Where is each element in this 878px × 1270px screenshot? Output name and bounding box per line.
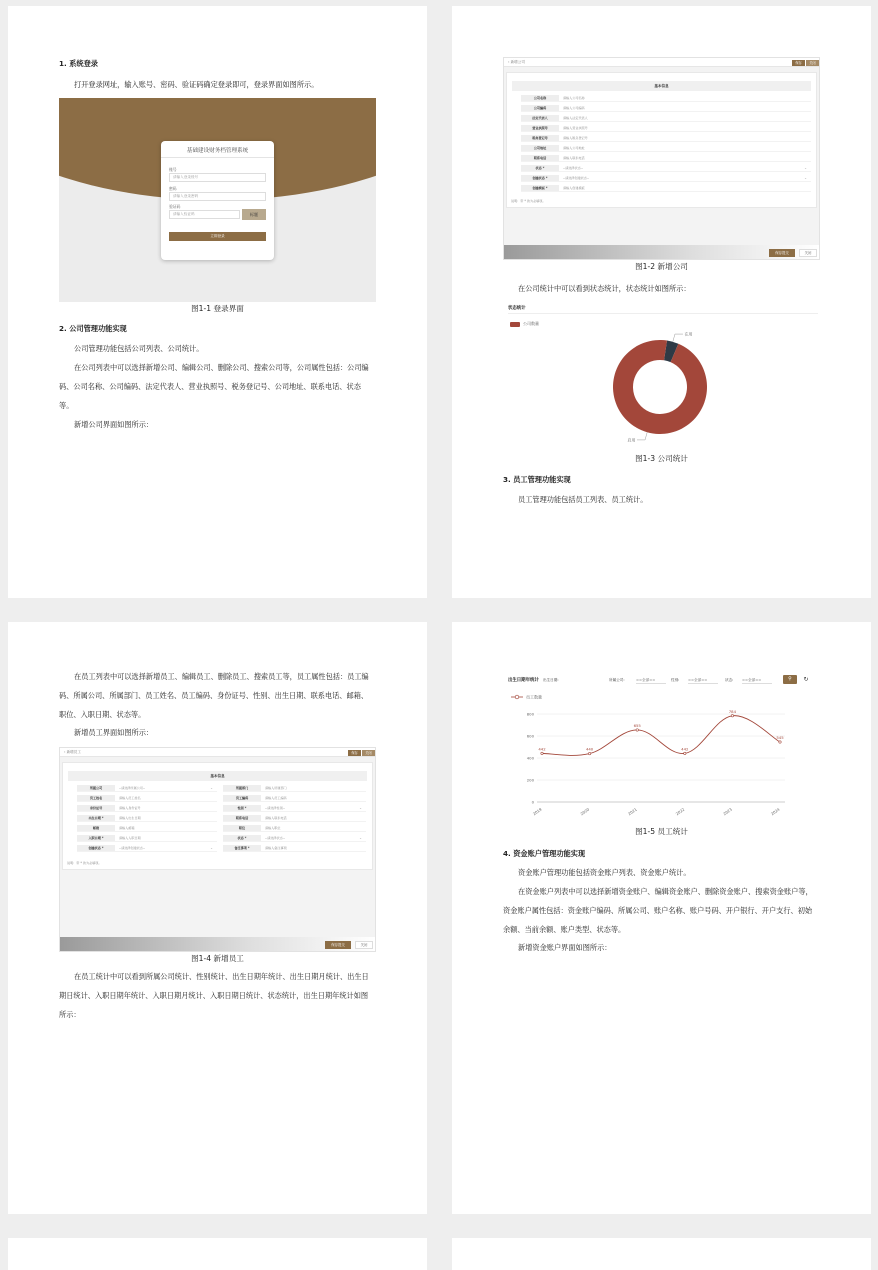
paragraph: 新增员工界面如图所示： xyxy=(74,728,154,737)
form-row xyxy=(521,104,811,112)
section-heading-employee: 3. 员工管理功能实现 xyxy=(503,475,571,484)
field-label: 创建状态 * xyxy=(77,845,115,851)
field-input[interactable]: 请输入联系电话 xyxy=(563,156,585,160)
data-point[interactable] xyxy=(541,752,543,754)
chevron-down-icon[interactable]: ⌄ xyxy=(804,166,807,170)
back-icon[interactable]: ‹ xyxy=(64,750,67,754)
field-label: 备注事项 * xyxy=(223,845,261,851)
form-note: 说明：带 * 的为必填项。 xyxy=(67,861,102,865)
data-label: 442 xyxy=(681,746,689,752)
chart-title: 状态统计 xyxy=(508,306,526,311)
form-row xyxy=(223,814,366,822)
y-tick-label: 800 xyxy=(526,711,534,717)
submit-button[interactable]: 保存提交 xyxy=(769,249,795,257)
field-label: 营业执照号 xyxy=(521,125,559,131)
close-button[interactable]: 关闭 xyxy=(799,249,817,257)
field-label: 邮箱 xyxy=(77,825,115,831)
form-row xyxy=(223,794,366,802)
field-input[interactable]: 请输入联系电话 xyxy=(265,816,287,820)
document-page-4 xyxy=(452,622,871,1214)
birth-year-line-chart xyxy=(503,672,820,822)
login-screenshot xyxy=(59,98,376,302)
field-label: 出生日期 * xyxy=(77,815,115,821)
field-label: 税务登记号 xyxy=(521,135,559,141)
login-title: 基础建设财务档管理系统 xyxy=(186,148,249,154)
form-section-title: 基本信息 xyxy=(68,771,367,781)
field-label: 公司名称 xyxy=(521,95,559,101)
field-label: 联系电话 xyxy=(521,155,559,161)
data-label: 440 xyxy=(585,746,594,752)
login-card xyxy=(161,141,274,260)
field-input[interactable]: 请输入出生日期 xyxy=(119,816,141,820)
back-icon[interactable]: ‹ xyxy=(508,60,511,64)
field-input[interactable]: --请选择状态-- xyxy=(265,836,285,840)
chevron-down-icon[interactable]: ⌄ xyxy=(804,176,807,180)
field-label: 性别 * xyxy=(223,805,261,811)
filter-company-label: 所属公司: xyxy=(609,677,625,682)
paragraph: 新增资金账户界面如图所示： xyxy=(518,943,612,952)
data-point[interactable] xyxy=(684,752,686,754)
legend-marker xyxy=(515,695,519,699)
label-leader-line xyxy=(673,334,683,342)
password-input[interactable]: 请输入登录密码 xyxy=(169,192,266,201)
field-label: 状态 * xyxy=(223,835,261,841)
field-input[interactable]: 请输入所属部门 xyxy=(265,786,287,790)
top-save-button[interactable]: 保存 xyxy=(348,750,361,756)
legend-label[interactable]: 员工数量 xyxy=(526,694,542,700)
paragraph: 在资金账户列表中可以选择新增资金账户、编辑资金账户、删除资金账户、搜索资金账户等，资金账户属性包括：资金账户编码、所属公司、账户名称、账户号码、开户银行、开户支行、初始余额、当前余额、账户类型、状态等。 xyxy=(503,887,813,934)
slice-label: 在用 xyxy=(684,331,693,337)
field-label: 公司地址 xyxy=(521,145,559,151)
field-label: 身份证号 xyxy=(77,805,115,811)
divider xyxy=(161,157,274,158)
donut-slice[interactable] xyxy=(613,340,707,434)
donut-svg xyxy=(503,302,820,452)
form-row xyxy=(521,184,811,192)
form-note: 说明：带 * 的为必填项。 xyxy=(511,199,546,203)
login-button[interactable]: 立即登录 xyxy=(169,232,266,241)
form-card xyxy=(506,72,817,208)
figure-caption: 图1-2 新增公司 xyxy=(635,262,688,271)
account-label: 账号 xyxy=(169,167,177,172)
filter-gender-select[interactable]: ==全部== xyxy=(688,678,718,684)
top-close-button[interactable]: 关闭 xyxy=(806,60,819,66)
section-heading-login: 1. 系统登录 xyxy=(59,59,98,68)
field-input[interactable]: --请选择所属公司-- xyxy=(119,786,146,790)
form-row xyxy=(223,824,366,832)
field-label: 员工姓名 xyxy=(77,795,115,801)
data-label: 545 xyxy=(776,735,784,741)
form-top-bar xyxy=(60,748,375,757)
document-page-5 xyxy=(8,1238,427,1270)
field-input[interactable]: 请输入法定代表人 xyxy=(563,116,588,120)
form-top-title: 新增员工 xyxy=(66,750,81,754)
add-employee-screenshot xyxy=(59,747,376,952)
field-label: 员工编码 xyxy=(223,795,261,801)
captcha-label: 验证码 xyxy=(169,204,181,209)
captcha-image[interactable]: 标题 xyxy=(242,209,266,220)
series-line xyxy=(542,716,780,756)
form-row xyxy=(521,94,811,102)
field-label: 法定代表人 xyxy=(521,115,559,121)
field-label: 创建状态 * xyxy=(521,175,559,181)
paragraph: 员工管理功能包括员工列表、员工统计。 xyxy=(518,495,648,504)
form-row xyxy=(77,834,217,842)
form-row xyxy=(223,804,366,812)
paragraph: 在公司统计中可以看到状态统计，状态统计如图所示： xyxy=(518,284,691,293)
form-row xyxy=(521,134,811,142)
data-label: 442 xyxy=(538,746,546,752)
form-row xyxy=(77,804,217,812)
form-row xyxy=(77,784,217,792)
form-row xyxy=(223,784,366,792)
x-tick-label: 2020 xyxy=(579,806,591,817)
field-label: 创建模板 * xyxy=(521,185,559,191)
field-label: 状态 * xyxy=(521,165,559,171)
filter-gender-label: 性别: xyxy=(671,677,680,682)
figure-caption: 图1-4 新增员工 xyxy=(191,954,244,963)
document-page-2 xyxy=(452,6,871,598)
label-leader-line xyxy=(637,432,647,440)
data-point[interactable] xyxy=(636,729,638,731)
field-input[interactable]: --请选择状态-- xyxy=(563,166,583,170)
field-input[interactable]: 请输入职位 xyxy=(265,826,281,830)
field-input[interactable]: --请选择性别-- xyxy=(265,806,285,810)
field-input[interactable]: --请选择创建状态-- xyxy=(119,846,146,850)
password-label: 密码 xyxy=(169,186,177,191)
data-point[interactable] xyxy=(779,741,781,743)
x-tick-label: 2022 xyxy=(674,806,686,817)
field-label: 公司编码 xyxy=(521,105,559,111)
paragraph: 新增公司界面如图所示： xyxy=(74,420,154,429)
field-input[interactable]: 请输入身份证号 xyxy=(119,806,141,810)
search-icon[interactable]: ⚲ xyxy=(783,675,797,684)
field-label: 职位 xyxy=(223,825,261,831)
legend-label[interactable]: 公司数量 xyxy=(523,321,539,326)
data-point[interactable] xyxy=(731,715,733,717)
field-input[interactable]: 请输入邮箱 xyxy=(119,826,135,830)
account-input[interactable]: 请输入登录账号 xyxy=(169,173,266,182)
form-row xyxy=(521,154,811,162)
field-input[interactable]: 请输入公司名称 xyxy=(563,96,585,100)
top-save-button[interactable]: 保存 xyxy=(792,60,805,66)
form-section-title: 基本信息 xyxy=(512,81,811,91)
form-row xyxy=(77,824,217,832)
form-row xyxy=(223,834,366,842)
document-page-3 xyxy=(8,622,427,1214)
field-input[interactable]: 请输入入职日期 xyxy=(119,836,141,840)
chevron-down-icon[interactable]: ⌄ xyxy=(210,846,213,850)
field-input[interactable]: 请输入创建模板 xyxy=(563,186,585,190)
paragraph: 公司管理功能包括公司列表、公司统计。 xyxy=(74,344,204,353)
form-row xyxy=(521,124,811,132)
field-input[interactable]: 请输入备注事项 xyxy=(265,846,287,850)
chart-title: 出生日期年统计 xyxy=(508,678,539,683)
chevron-down-icon[interactable]: ⌄ xyxy=(359,806,362,810)
paragraph: 打开登录网址，输入账号、密码、验证码确定登录即可，登录界面如图所示。 xyxy=(74,80,319,89)
figure-caption: 图1-1 登录界面 xyxy=(191,304,244,313)
field-input[interactable]: 请输入公司地址 xyxy=(563,146,585,150)
x-tick-label: 2023 xyxy=(722,806,733,817)
add-company-screenshot xyxy=(503,57,820,260)
y-tick-label: 0 xyxy=(531,799,534,805)
y-tick-label: 200 xyxy=(526,777,534,783)
field-input[interactable]: 请输入税务登记号 xyxy=(563,136,588,140)
captcha-input[interactable]: 请输入验证码 xyxy=(169,210,240,219)
slice-label: 启用 xyxy=(627,437,636,443)
chevron-down-icon[interactable]: ⌄ xyxy=(210,786,213,790)
form-row xyxy=(521,144,811,152)
form-row xyxy=(223,844,366,852)
field-label: 入职日期 * xyxy=(77,835,115,841)
form-card xyxy=(62,762,373,870)
refresh-icon[interactable]: ↻ xyxy=(803,676,809,683)
form-row xyxy=(77,844,217,852)
paragraph: 在员工列表中可以选择新增员工、编辑员工、删除员工、搜索员工等，员工属性包括：员工编码、所属公司、所属部门、员工姓名、员工编码、身份证号、性别、出生日期、联系电话、邮箱、职位、入职日期、状态等。 xyxy=(59,672,369,719)
x-tick-label: 2021 xyxy=(626,806,638,817)
paragraph: 在公司列表中可以选择新增公司、编辑公司、删除公司、搜索公司等，公司属性包括：公司编码、公司名称、公司编码、法定代表人、营业执照号、税务登记号、公司地址、联系电话、状态等。 xyxy=(59,363,369,410)
data-label: 784 xyxy=(728,708,737,714)
data-label: 655 xyxy=(633,722,641,728)
form-row xyxy=(77,814,217,822)
chevron-down-icon[interactable]: ⌄ xyxy=(359,836,362,840)
form-row xyxy=(521,174,811,182)
field-label: 联系电话 xyxy=(223,815,261,821)
filter-status-label: 状态: xyxy=(725,677,734,682)
field-input[interactable]: --请选择创建状态-- xyxy=(563,176,590,180)
field-input[interactable]: 请输入员工编码 xyxy=(265,796,287,800)
paragraph: 资金账户管理功能包括资金账户列表、资金账户统计。 xyxy=(518,868,691,877)
close-button[interactable]: 关闭 xyxy=(355,941,373,949)
figure-caption: 图1-5 员工统计 xyxy=(635,827,688,836)
form-top-title: 新增公司 xyxy=(510,60,525,64)
field-label: 所属公司 xyxy=(77,785,115,791)
submit-button[interactable]: 保存提交 xyxy=(325,941,351,949)
document-page-6 xyxy=(452,1238,871,1270)
top-close-button[interactable]: 关闭 xyxy=(362,750,375,756)
x-tick-label: 2019 xyxy=(531,806,543,817)
form-top-bar xyxy=(504,58,819,67)
field-input[interactable]: 请输入员工姓名 xyxy=(119,796,141,800)
form-row xyxy=(521,114,811,122)
paragraph: 在员工统计中可以看到所属公司统计、性别统计、出生日期年统计、出生日期月统计、出生日期日统计、入职日期年统计、入职日期月统计、入职日期日统计、状态统计，出生日期年统计如图所示： xyxy=(59,972,369,1019)
field-input[interactable]: 请输入营业执照号 xyxy=(563,126,588,130)
figure-caption: 图1-3 公司统计 xyxy=(635,454,688,463)
filter-birth-label: 出生日期: xyxy=(543,677,559,682)
form-row xyxy=(521,164,811,172)
y-tick-label: 400 xyxy=(526,755,534,761)
filter-company-select[interactable]: ==全部== xyxy=(636,678,666,684)
document-page-1 xyxy=(8,6,427,598)
y-tick-label: 600 xyxy=(526,733,534,739)
data-point[interactable] xyxy=(588,752,590,754)
status-donut-chart xyxy=(503,302,820,452)
filter-status-select[interactable]: ==全部== xyxy=(742,678,772,684)
field-label: 所属部门 xyxy=(223,785,261,791)
section-heading-fund-account: 4. 资金账户管理功能实现 xyxy=(503,849,586,858)
form-row xyxy=(77,794,217,802)
field-input[interactable]: 请输入公司编码 xyxy=(563,106,585,110)
line-chart-svg xyxy=(503,672,820,822)
section-heading-company: 2. 公司管理功能实现 xyxy=(59,324,127,333)
x-tick-label: 2024 xyxy=(769,806,781,817)
